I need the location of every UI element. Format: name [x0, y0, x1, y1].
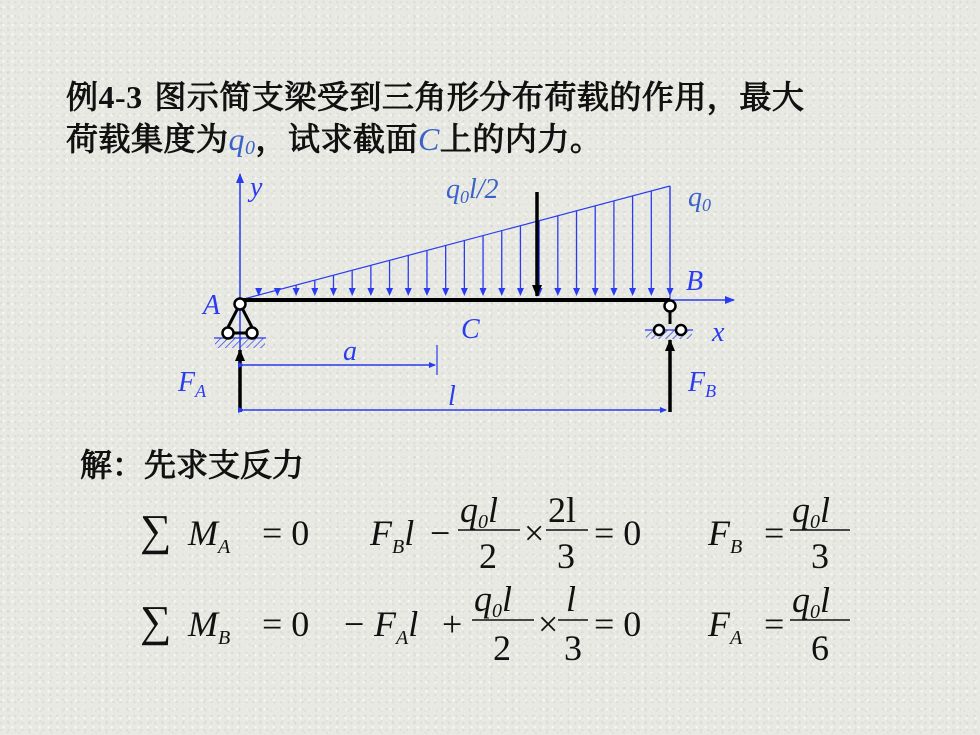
y-axis-label: y [250, 172, 263, 203]
svg-text:q0l: q0l [792, 580, 831, 623]
svg-text:q0l: q0l [460, 490, 499, 533]
equation-sum-ma [140, 490, 850, 576]
reaction-fa-label: $F_A$ [178, 367, 207, 401]
load-arrow-head [311, 288, 318, 296]
svg-text:q0l: q0l [792, 490, 831, 533]
load-arrow-head [293, 288, 300, 296]
load-arrow-head [386, 288, 393, 296]
svg-text:FA: $F_A$ [708, 604, 743, 649]
dimension-l-label: l [448, 381, 456, 412]
svg-text:FBl: $F_Bl$ [370, 513, 415, 558]
reaction-fb-label: $F_B$ [688, 367, 717, 401]
load-arrow-head [667, 288, 674, 296]
load-arrow-head [592, 288, 599, 296]
load-arrow-head [517, 288, 524, 296]
problem-line-1: 例4-3 图示简支梁受到三角形分布荷载的作用，最大 [66, 78, 805, 116]
c-symbol: C [418, 121, 440, 157]
point-b-label: B [686, 266, 704, 297]
x-axis-label: x [712, 317, 725, 348]
dimension-a-label: a [343, 336, 357, 367]
eq1-sum-sign: ∑ [140, 506, 172, 555]
svg-text:=: = [764, 604, 785, 644]
svg-text:3: 3 [811, 536, 829, 576]
svg-text:+: + [442, 604, 463, 644]
load-arrow-head [498, 288, 505, 296]
solution-heading: 解：先求支反力 [80, 446, 305, 484]
svg-text:q0l: q0l [474, 579, 513, 622]
load-arrow-head [330, 288, 337, 296]
load-arrow-head [349, 288, 356, 296]
svg-text:×: × [538, 604, 559, 644]
svg-text:= 0: = 0 [594, 604, 642, 644]
load-arrow-head [610, 288, 617, 296]
load-arrow-head [274, 288, 281, 296]
resultant-load-label: q0l/2 [446, 174, 499, 207]
point-c-label: C [461, 314, 480, 345]
point-a-label: A [203, 290, 221, 321]
svg-text:l: l [566, 579, 577, 619]
equation-sum-mb [140, 579, 850, 668]
svg-text:= 0: = 0 [594, 513, 642, 553]
load-arrow-head [648, 288, 655, 296]
svg-text:6: 6 [811, 628, 829, 668]
svg-text:MA: $M_A$ [188, 513, 231, 558]
q0-symbol: $q_0$ [228, 121, 256, 159]
svg-text:=: = [764, 513, 785, 553]
load-arrow-head [554, 288, 561, 296]
svg-text:2: 2 [493, 628, 511, 668]
svg-text:3: 3 [564, 628, 582, 668]
max-load-q0-label: q0 [688, 182, 711, 215]
svg-text:×: × [524, 513, 545, 553]
roller-support-b [645, 301, 693, 340]
load-arrow-head [480, 288, 487, 296]
load-arrow-head [573, 288, 580, 296]
svg-text:= 0: = 0 [262, 604, 310, 644]
svg-text:−: − [344, 604, 365, 644]
problem-line-2: 荷载集度为$q_0$，试求截面C上的内力。 [66, 120, 603, 159]
svg-text:MB: $M_B$ [188, 604, 231, 649]
load-arrow-head [461, 288, 468, 296]
svg-text:= 0: = 0 [262, 513, 310, 553]
svg-text:FB: $F_B$ [708, 513, 743, 558]
load-arrow-head [423, 288, 430, 296]
load-arrow-head [405, 288, 412, 296]
svg-text:FAl: $F_Al$ [374, 604, 419, 649]
load-arrow-head [442, 288, 449, 296]
svg-text:3: 3 [557, 536, 575, 576]
svg-text:2: 2 [479, 536, 497, 576]
load-arrow-head [367, 288, 374, 296]
svg-text:2l: 2l [548, 490, 577, 530]
load-arrow-head [629, 288, 636, 296]
eq2-sum-sign: ∑ [140, 597, 172, 646]
svg-text:−: − [430, 513, 451, 553]
